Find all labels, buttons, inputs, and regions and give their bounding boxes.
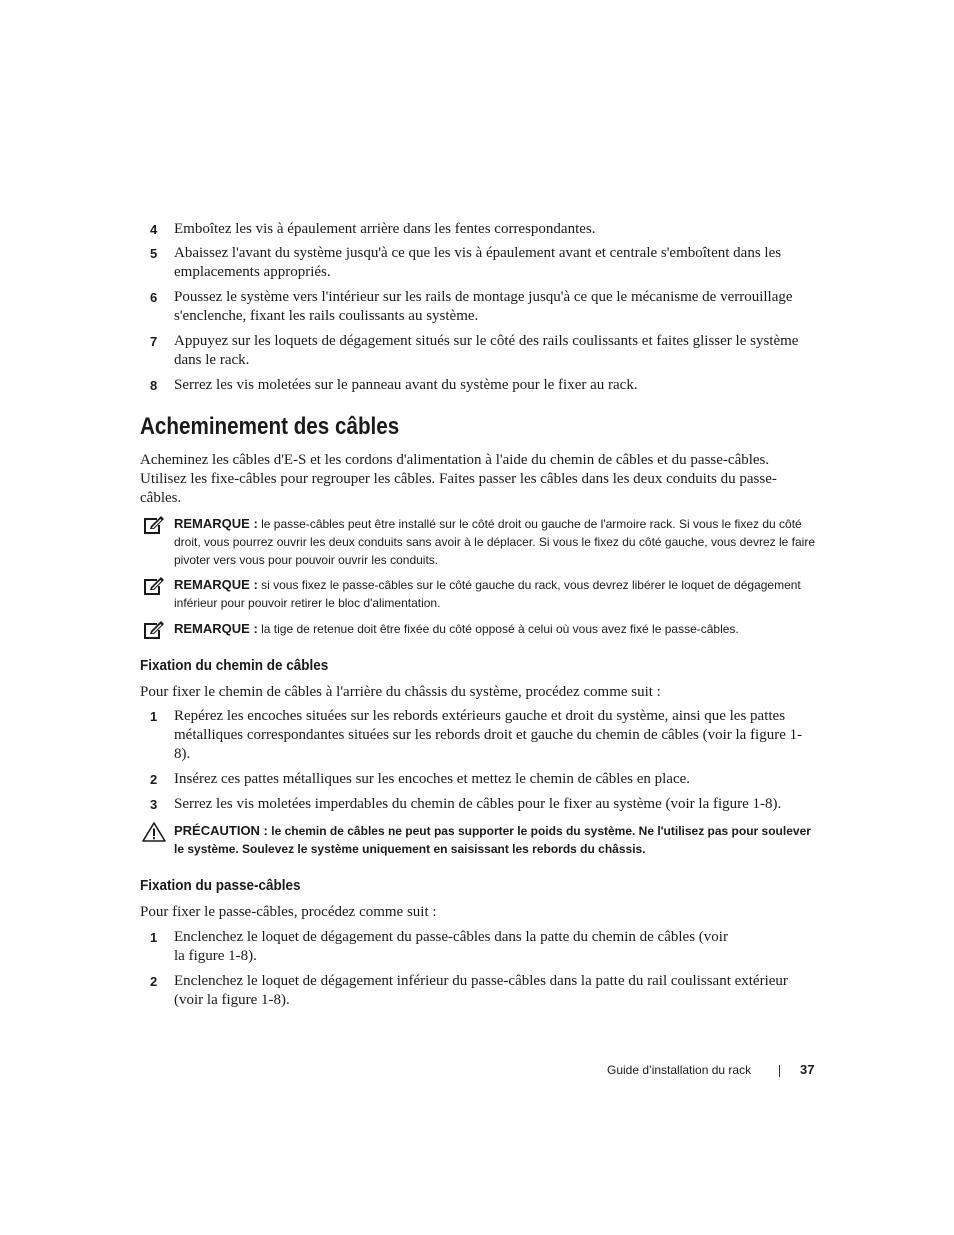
- step-number: 3: [150, 797, 158, 812]
- step-text: Repérez les encoches situées sur les rebords extérieurs gauche et droit du système, ainsi que les pattes métalliques correspondantes situées sur les rebords droit et gauche du chemin de câbles (voir la figure 1-8).: [174, 708, 803, 762]
- step-text: Abaissez l'avant du système jusqu'à ce que les vis à épaulement avant et centrale s'emboîtent dans les emplacements appropriés.: [174, 245, 782, 280]
- list-item: [140, 928, 740, 966]
- step-number: 2: [150, 772, 158, 787]
- step-number: 1: [150, 709, 158, 724]
- caution-text: le chemin de câbles ne peut pas supporter le poids du système. Ne l'utilisez pas pour soulever le système. Soulevez le système uniquement en saisissant les rebords du châssis.: [174, 824, 811, 856]
- subsection-heading: Fixation du passe-câbles: [140, 877, 301, 894]
- subsection-intro: Pour fixer le chemin de câbles à l'arrière du châssis du système, procédez comme suit :: [140, 684, 661, 700]
- list-item: [140, 707, 815, 764]
- footer-guide-title: Guide d’installation du rack: [607, 1063, 752, 1077]
- list-item: [140, 972, 815, 1010]
- note-label: REMARQUE :: [174, 577, 258, 592]
- step-text: Appuyez sur les loquets de dégagement situés sur le côté des rails coulissants et faites glisser le système dans le rack.: [174, 333, 799, 368]
- note-pencil-icon: [142, 576, 166, 596]
- caution-label: PRÉCAUTION :: [174, 823, 268, 838]
- page-number: 37: [800, 1062, 815, 1077]
- step-text: Serrez les vis moletées imperdables du chemin de câbles pour le fixer au système (voir la figure 1-8).: [174, 796, 782, 812]
- step-text: Poussez le système vers l'intérieur sur les rails de montage jusqu'à ce que le mécanisme de verrouillage s'enclenche, fixant les rails coulissants au système.: [174, 289, 793, 324]
- subsection-intro: Pour fixer le passe-câbles, procédez comme suit :: [140, 904, 437, 920]
- step-number: 7: [150, 334, 158, 349]
- step-text: Serrez les vis moletées sur le panneau avant du système pour le fixer au rack.: [174, 377, 638, 393]
- step-number: 2: [150, 974, 158, 989]
- step-text: Insérez ces pattes métalliques sur les encoches et mettez le chemin de câbles en place.: [174, 771, 691, 787]
- step-number: 4: [150, 222, 158, 237]
- step-number: 8: [150, 378, 158, 393]
- caution-block: [140, 822, 820, 858]
- step-text: Enclenchez le loquet de dégagement inférieur du passe-câbles dans la patte du rail coulissant extérieur (voir la figure 1-8).: [174, 973, 788, 1008]
- note-pencil-icon: [142, 620, 166, 640]
- step-number: 6: [150, 290, 158, 305]
- list-item: [140, 244, 790, 282]
- step-text: Enclenchez le loquet de dégagement du passe-câbles dans la patte du chemin de câbles (voir la figure 1-8).: [174, 929, 728, 964]
- section-heading: Acheminement des câbles: [140, 413, 400, 440]
- note-block: [140, 576, 820, 612]
- list-item: [140, 332, 815, 370]
- list-item: [140, 220, 815, 239]
- footer-divider: [779, 1065, 780, 1077]
- section-intro: Acheminez les câbles d'E-S et les cordons d'alimentation à l'aide du chemin de câbles et du passe-câbles. Utilisez les fixe-câbles pour regrouper les câbles. Faites passer les câbles dans les deux conduits du passe-câbles.: [140, 452, 777, 506]
- note-pencil-icon: [142, 515, 166, 535]
- list-item: [140, 795, 815, 814]
- note-block: [140, 620, 820, 638]
- note-label: REMARQUE :: [174, 621, 258, 636]
- list-item: [140, 770, 815, 789]
- list-item: [140, 288, 815, 326]
- step-number: 5: [150, 246, 158, 261]
- note-block: [140, 515, 820, 569]
- step-number: 1: [150, 930, 158, 945]
- note-text: le passe-câbles peut être installé sur le côté droit ou gauche de l'armoire rack. Si vous le fixez du côté droit, vous pourrez ouvrir les deux conduits sans avoir à le déplacer. Si vous le fixez du côté gauche, vous devrez le faire pivoter vers vous pour pouvoir ouvrir les conduits.: [174, 517, 816, 567]
- note-text: la tige de retenue doit être fixée du côté opposé à celui où vous avez fixé le passe-câbles.: [261, 622, 739, 636]
- step-text: Emboîtez les vis à épaulement arrière dans les fentes correspondantes.: [174, 221, 596, 237]
- subsection-heading: Fixation du chemin de câbles: [140, 657, 329, 674]
- note-label: REMARQUE :: [174, 516, 258, 531]
- warning-triangle-icon: [142, 822, 166, 842]
- list-item: [140, 376, 815, 395]
- note-text: si vous fixez le passe-câbles sur le côté gauche du rack, vous devrez libérer le loquet de dégagement inférieur pour pouvoir retirer le bloc d'alimentation.: [174, 578, 801, 610]
